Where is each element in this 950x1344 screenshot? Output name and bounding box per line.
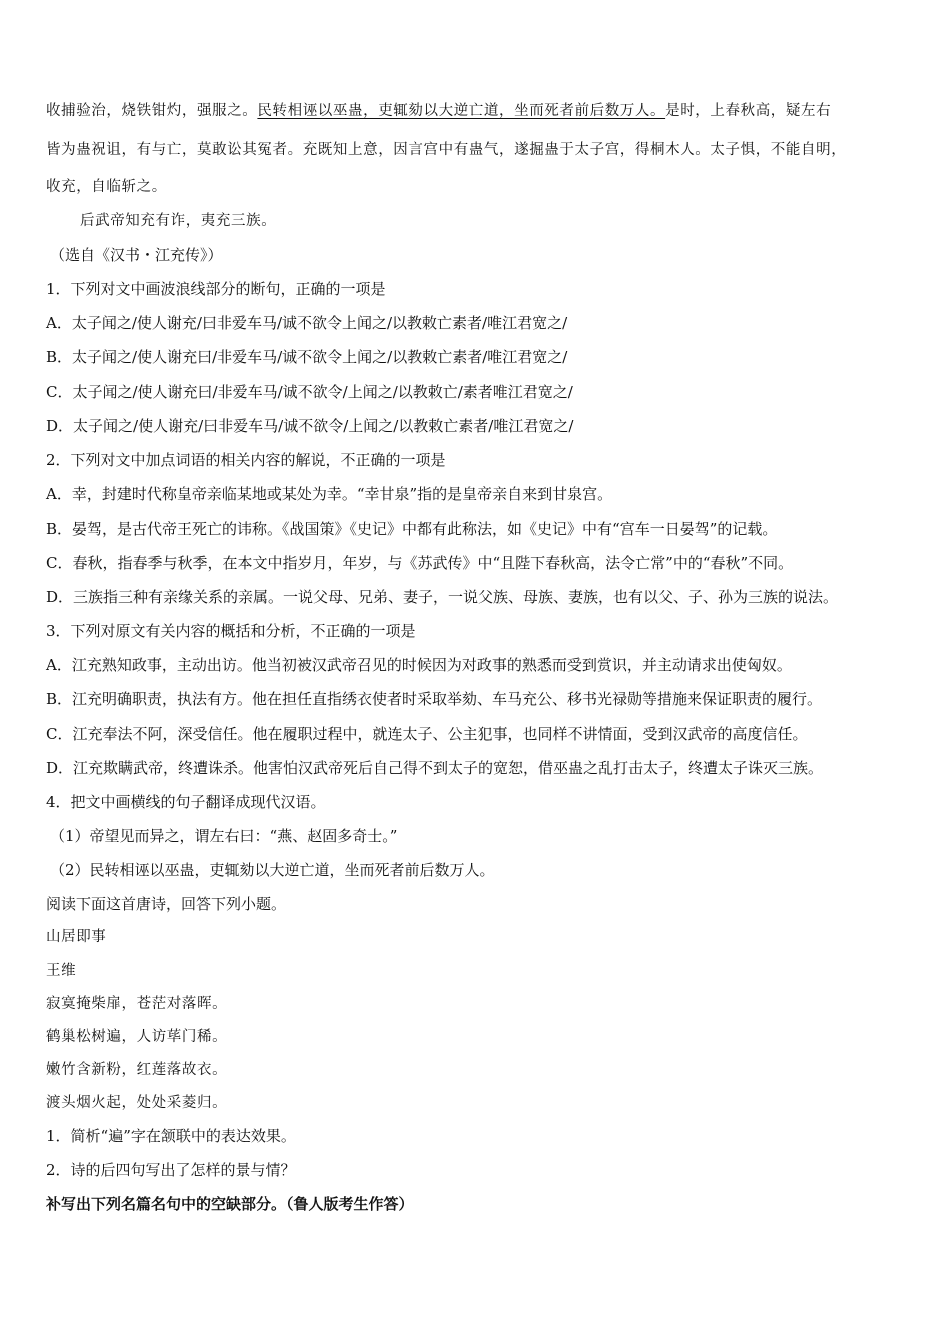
- passage-line-2: 皆为蛊祝诅，有与亡，莫敢讼其冤者。充既知上意，因言宫中有蛊气，遂掘蛊于太子宫，得桐木人。太子惧，不能自明，: [46, 142, 847, 158]
- passage-text: 收捕验治，烧铁钳灼，强服之。: [46, 103, 258, 119]
- passage-text: 是时，上春秋高，疑左右: [665, 103, 832, 119]
- question-2-option-c: C．春秋，指春季与秋季，在本文中指岁月，年岁，与《苏武传》中“且陛下春秋高，法令亡常”中的“春秋”不同。: [46, 554, 794, 572]
- question-1-option-a: A．太子闻之/使人谢充/曰非爱车马/诚不欲令上闻之/以教敕亡素者/唯江君宽之/: [46, 314, 568, 332]
- question-1-option-d: D．太子闻之/使人谢充/曰非爱车马/诚不欲令/上闻之/以教敕亡素者/唯江君宽之/: [46, 417, 574, 435]
- underlined-sentence: 民转相诬以巫蛊，吏辄劾以大逆亡道，坐而死者前后数万人。: [257, 103, 666, 119]
- poem-title: 山居即事: [46, 929, 107, 945]
- question-2-option-d: D．三族指三种有亲缘关系的亲属。一说父母、兄弟、妻子，一说父族、母族、妻族，也有以父、子、孙为三族的说法。: [46, 588, 839, 606]
- passage-line-1: [46, 101, 916, 121]
- question-3-option-b: B．江充明确职责，执法有方。他在担任直指绣衣使者时采取举劾、车马充公、移书光禄勋等措施来保证职责的履行。: [46, 690, 823, 708]
- poem-line-4: 渡头烟火起，处处采菱归。: [46, 1095, 228, 1111]
- passage-source: （选自《汉书・江充传》）: [50, 246, 223, 264]
- question-3-stem: 3．下列对原文有关内容的概括和分析，不正确的一项是: [46, 622, 416, 640]
- poem-question-2: 2．诗的后四句写出了怎样的景与情？: [46, 1161, 296, 1179]
- question-1-option-b: B．太子闻之/使人谢充曰/非爱车马/诚不欲令上闻之/以教敕亡素者/唯江君宽之/: [46, 348, 568, 366]
- question-3-option-a: A．江充熟知政事，主动出访。他当初被汉武帝召见的时候因为对政事的熟悉而受到赏识，并主动请求出使匈奴。: [46, 656, 792, 674]
- question-2-option-a: A．幸，封建时代称皇帝亲临某地或某处为幸。“幸甘泉”指的是皇帝亲自来到甘泉宫。: [46, 485, 613, 503]
- question-1-stem: 1．下列对文中画波浪线部分的断句，正确的一项是: [46, 280, 386, 298]
- question-1-option-c: C．太子闻之/使人谢充曰/非爱车马/诚不欲令/上闻之/以教敕亡/素者唯江君宽之/: [46, 383, 573, 401]
- poem-intro: 阅读下面这首唐诗，回答下列小题。: [46, 895, 287, 913]
- question-2-option-b: B．晏驾，是古代帝王死亡的讳称。《战国策》《史记》中都有此称法，如《史记》中有“宫车一日晏驾”的记载。: [46, 520, 778, 538]
- passage-line-3: 收充，自临斩之。: [46, 179, 167, 195]
- poem-line-3: 嫩竹含新粉，红莲落故衣。: [46, 1062, 228, 1078]
- question-4-stem: 4．把文中画横线的句子翻译成现代汉语。: [46, 793, 326, 811]
- question-3-option-d: D．江充欺瞒武帝，终遭诛杀。他害怕汉武帝死后自己得不到太子的宽恕，借巫蛊之乱打击太子，终遭太子诛灭三族。: [46, 759, 824, 777]
- question-3-option-c: C．江充奉法不阿，深受信任。他在履职过程中，就连太子、公主犯事，也同样不讲情面，受到汉武帝的高度信任。: [46, 725, 808, 743]
- question-2-stem: 2．下列对文中加点词语的相关内容的解说，不正确的一项是: [46, 451, 446, 469]
- question-4-item-2: （2）民转相诬以巫蛊，吏辄劾以大逆亡道，坐而死者前后数万人。: [50, 861, 495, 879]
- poem-question-1: 1．简析“遍”字在颔联中的表达效果。: [46, 1127, 296, 1145]
- question-4-item-1: （1）帝望见而异之，谓左右曰：“燕、赵固多奇士。”: [50, 827, 398, 845]
- poem-author: 王维: [46, 963, 77, 979]
- poem-line-1: 寂寞掩柴扉，苍茫对落晖。: [46, 996, 228, 1012]
- passage-line-4: 后武帝知充有诈，夷充三族。: [80, 213, 277, 229]
- section-heading: 补写出下列名篇名句中的空缺部分。（鲁人版考生作答）: [46, 1195, 414, 1213]
- poem-line-2: 鹤巢松树遍，人访荜门稀。: [46, 1029, 228, 1045]
